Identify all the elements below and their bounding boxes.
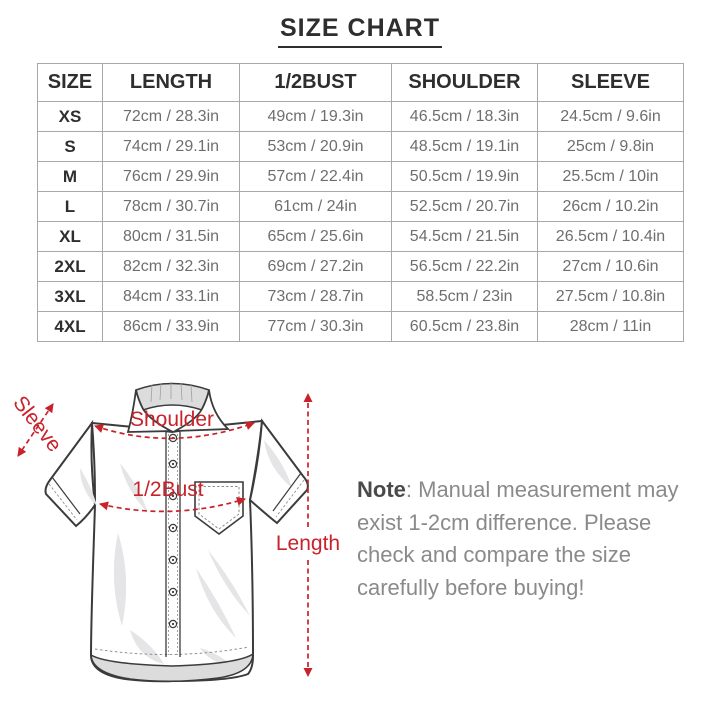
- sleeve-cell: 26cm / 10.2in: [538, 192, 684, 222]
- sleeve-cell: 28cm / 11in: [538, 312, 684, 342]
- table-row: [38, 102, 684, 132]
- shoulder-cell: 50.5cm / 19.9in: [392, 162, 538, 192]
- header-size: SIZE: [38, 64, 103, 102]
- shoulder-label: Shoulder: [129, 408, 215, 431]
- sleeve-label: Sleeve: [8, 391, 66, 457]
- length-label: Length: [275, 532, 341, 555]
- sleeve-cell: 27cm / 10.6in: [538, 252, 684, 282]
- note-text: : Manual measurement may exist 1-2cm difference. Please check and compare the size carefully before buying!: [357, 477, 679, 600]
- size-cell: 2XL: [38, 252, 103, 282]
- length-cell: 86cm / 33.9in: [103, 312, 240, 342]
- size-cell: 3XL: [38, 282, 103, 312]
- size-cell: XL: [38, 222, 103, 252]
- length-cell: 72cm / 28.3in: [103, 102, 240, 132]
- shoulder-cell: 58.5cm / 23in: [392, 282, 538, 312]
- table-row: [38, 252, 684, 282]
- sleeve-cell: 25cm / 9.8in: [538, 132, 684, 162]
- shoulder-cell: 52.5cm / 20.7in: [392, 192, 538, 222]
- table-row: [38, 222, 684, 252]
- shirt-measurement-diagram: [0, 368, 350, 708]
- table-row: [38, 162, 684, 192]
- shoulder-cell: 46.5cm / 18.3in: [392, 102, 538, 132]
- header-bust: 1/2BUST: [240, 64, 392, 102]
- bust-cell: 73cm / 28.7in: [240, 282, 392, 312]
- header-length: LENGTH: [103, 64, 240, 102]
- sleeve-cell: 24.5cm / 9.6in: [538, 102, 684, 132]
- shirt-body: [91, 421, 262, 681]
- length-cell: 82cm / 32.3in: [103, 252, 240, 282]
- measurement-note: [357, 474, 692, 604]
- length-measure: [276, 394, 340, 676]
- bust-cell: 77cm / 30.3in: [240, 312, 392, 342]
- size-chart-table: [37, 63, 684, 342]
- bust-cell: 61cm / 24in: [240, 192, 392, 222]
- size-cell: 4XL: [38, 312, 103, 342]
- sleeve-measure: [8, 392, 66, 457]
- shoulder-cell: 60.5cm / 23.8in: [392, 312, 538, 342]
- length-cell: 84cm / 33.1in: [103, 282, 240, 312]
- sleeve-cell: 27.5cm / 10.8in: [538, 282, 684, 312]
- header-shoulder: SHOULDER: [392, 64, 538, 102]
- bust-cell: 69cm / 27.2in: [240, 252, 392, 282]
- table-header-row: [38, 64, 684, 102]
- bust-cell: 53cm / 20.9in: [240, 132, 392, 162]
- table-row: [38, 192, 684, 222]
- length-cell: 76cm / 29.9in: [103, 162, 240, 192]
- bust-cell: 49cm / 19.3in: [240, 102, 392, 132]
- bust-cell: 57cm / 22.4in: [240, 162, 392, 192]
- size-cell: M: [38, 162, 103, 192]
- length-cell: 74cm / 29.1in: [103, 132, 240, 162]
- bust-cell: 65cm / 25.6in: [240, 222, 392, 252]
- length-cell: 78cm / 30.7in: [103, 192, 240, 222]
- sleeve-cell: 26.5cm / 10.4in: [538, 222, 684, 252]
- length-cell: 80cm / 31.5in: [103, 222, 240, 252]
- bust-label: 1/2Bust: [132, 478, 204, 501]
- shoulder-cell: 56.5cm / 22.2in: [392, 252, 538, 282]
- table-row: [38, 282, 684, 312]
- sleeve-cell: 25.5cm / 10in: [538, 162, 684, 192]
- shoulder-cell: 54.5cm / 21.5in: [392, 222, 538, 252]
- table-row: [38, 312, 684, 342]
- size-cell: XS: [38, 102, 103, 132]
- size-cell: L: [38, 192, 103, 222]
- page-title: SIZE CHART: [278, 14, 442, 48]
- header-sleeve: SLEEVE: [538, 64, 684, 102]
- title-wrap: [0, 14, 720, 48]
- shoulder-cell: 48.5cm / 19.1in: [392, 132, 538, 162]
- table-row: [38, 132, 684, 162]
- size-cell: S: [38, 132, 103, 162]
- note-label: Note: [357, 477, 406, 502]
